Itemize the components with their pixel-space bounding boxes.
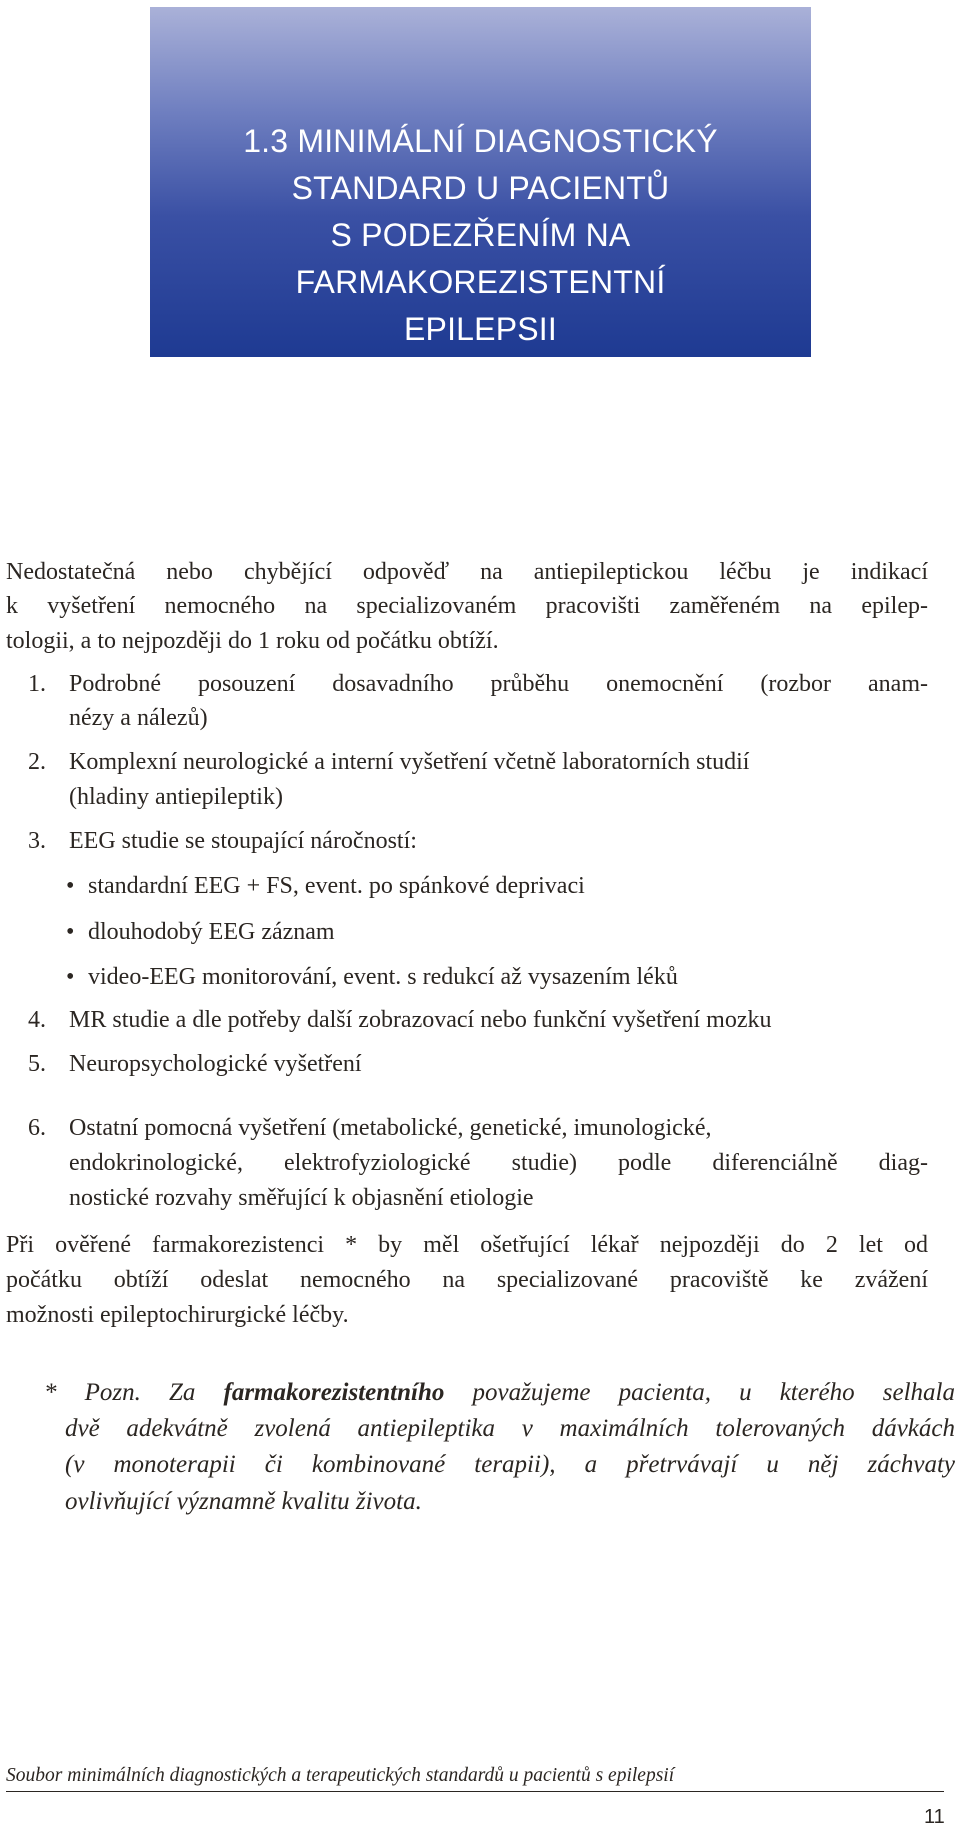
list-item-text: (hladiny antiepileptik) (69, 784, 283, 810)
intro-line: Nedostatečná nebo chybějící odpověď na antiepileptickou léčbu je indikací (6, 559, 928, 585)
footnote-prefix: * Pozn. Za (44, 1379, 224, 1406)
list-item-number: 3. (28, 828, 46, 854)
footer-divider (6, 1791, 944, 1792)
bullet-item: standardní EEG + FS, event. po spánkové deprivaci (88, 873, 585, 899)
list-item-text: Komplexní neurologické a interní vyšetření včetně laboratorních studií (69, 749, 750, 775)
list-item-number: 5. (28, 1051, 46, 1077)
list-item-text: Ostatní pomocná vyšetření (metabolické, genetické, imunologické, (69, 1115, 712, 1141)
list-item-text: Podrobné posouzení dosavadního průběhu onemocnění (rozbor anam- (69, 671, 928, 697)
footnote-line: ovlivňující významně kvalitu života. (65, 1488, 422, 1515)
list-item-number: 4. (28, 1007, 46, 1033)
chapter-title-line: 1.3 MINIMÁLNÍ DIAGNOSTICKÝ (243, 123, 718, 159)
chapter-title-line: EPILEPSII (404, 311, 557, 347)
chapter-title-box (150, 7, 811, 357)
chapter-title-line: FARMAKOREZISTENTNÍ (295, 264, 666, 300)
list-item-number: 2. (28, 749, 46, 775)
bullet-item: dlouhodobý EEG záznam (88, 919, 335, 945)
bullet-item: video-EEG monitorování, event. s redukcí až vysazením léků (88, 964, 678, 990)
closing-line: Při ověřené farmakorezistenci * by měl ošetřující lékař nejpozději do 2 let od (6, 1232, 928, 1258)
list-item-text: EEG studie se stoupající náročností: (69, 828, 417, 854)
list-item-text: Neuropsychologické vyšetření (69, 1051, 362, 1077)
intro-line: tologii, a to nejpozději do 1 roku od počátku obtíží. (6, 628, 499, 654)
closing-line: počátku obtíží odeslat nemocného na specializované pracoviště ke zvážení (6, 1267, 928, 1293)
list-item-text: MR studie a dle potřeby další zobrazovací nebo funkční vyšetření mozku (69, 1007, 772, 1033)
bullet-icon: • (66, 964, 75, 990)
running-footer: Soubor minimálních diagnostických a terapeutických standardů u pacientů s epilepsií (6, 1765, 675, 1786)
page-number: 11 (924, 1806, 945, 1828)
bullet-icon: • (66, 873, 75, 899)
list-item-number: 6. (28, 1115, 46, 1141)
chapter-title-line: STANDARD U PACIENTŮ (291, 170, 670, 206)
list-item-number: 1. (28, 671, 46, 697)
footnote-term: farmakorezistentního (223, 1379, 445, 1406)
bullet-icon: • (66, 919, 75, 945)
closing-line: možnosti epileptochirurgické léčby. (6, 1302, 349, 1328)
intro-line: k vyšetření nemocného na specializovaném pracovišti zaměřeném na epilep- (6, 593, 928, 619)
footnote-line: dvě adekvátně zvolená antiepileptika v maximálních tolerovaných dávkách (65, 1415, 955, 1442)
chapter-title-line: S PODEZŘENÍM NA (330, 217, 631, 253)
list-item-text: nostické rozvahy směřující k objasnění etiologie (69, 1185, 534, 1211)
footnote-text: považujeme pacienta, u kterého selhala (444, 1379, 955, 1406)
list-item-text: nézy a nálezů) (69, 705, 208, 731)
list-item-text: endokrinologické, elektrofyziologické studie) podle diferenciálně diag- (69, 1150, 928, 1176)
footnote-line: (v monoterapii či kombinované terapii), a přetrvávají u něj záchvaty (65, 1451, 955, 1478)
